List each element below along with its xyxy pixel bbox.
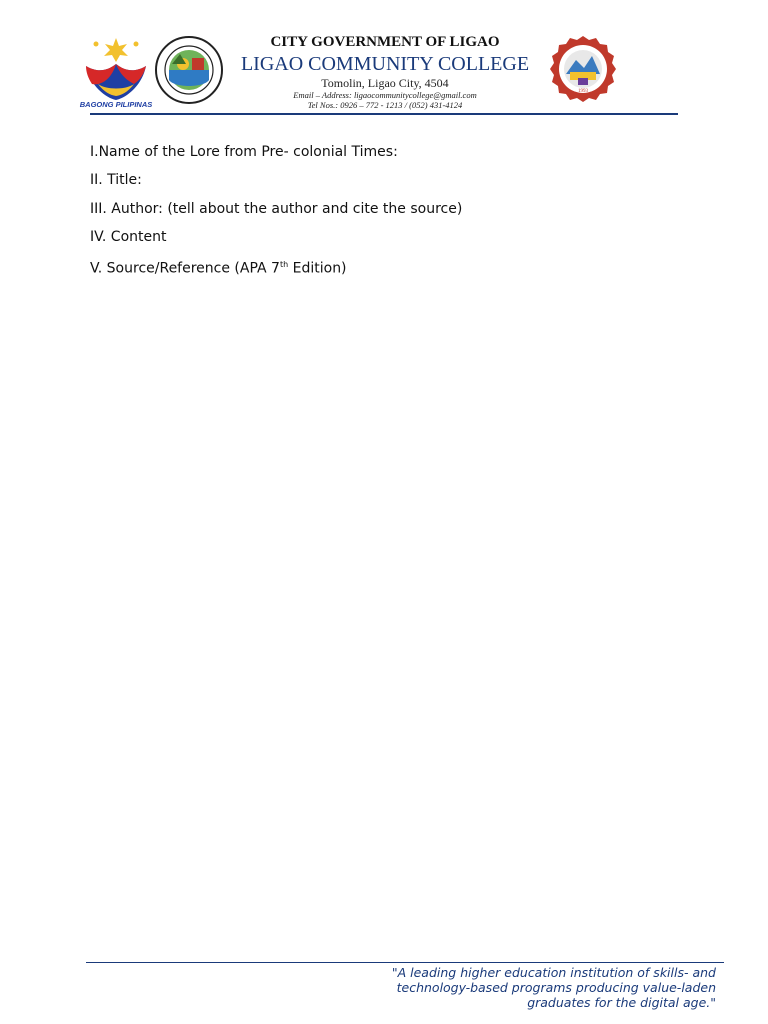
college-address: Tomolin, Ligao City, 4504 [321, 76, 449, 90]
quote-line-3: graduates for the digital age." [527, 995, 716, 1010]
bagong-pilipinas-logo [76, 32, 156, 110]
letterhead [0, 0, 768, 120]
superscript-th: th [279, 260, 289, 270]
city-official-seal [154, 34, 224, 106]
item-source-reference [90, 256, 462, 284]
college-telephone: Tel Nos.: 0926 – 772 - 1213 / (052) 431-4124 [307, 100, 463, 110]
college-seal [548, 34, 618, 106]
footer-vision-quote [296, 965, 716, 1010]
item-title: II. Title: [90, 172, 142, 189]
item-author: III. Author: (tell about the author and cite the source) [90, 200, 463, 217]
document-body [90, 143, 462, 284]
item-name-of-lore: I.Name of the Lore from Pre- colonial Times: [90, 144, 398, 160]
college-name: LIGAO COMMUNITY COLLEGE [240, 53, 530, 75]
college-seal-icon [548, 34, 618, 106]
college-seal-year: 1993 [578, 89, 588, 94]
city-government-title: CITY GOVERNMENT OF LIGAO [270, 34, 500, 50]
quote-line-2: technology-based programs producing value-laden [396, 980, 716, 995]
item-content: IV. Content [90, 228, 167, 245]
quote-line-1: "A leading higher education institution of skills- and [391, 965, 716, 980]
source-reference-text: V. Source/Reference (APA 7 [90, 260, 280, 277]
bagong-pilipinas-icon [76, 32, 156, 110]
footer-divider [86, 962, 724, 963]
logo-caption: BAGONG PILIPINAS [79, 100, 153, 109]
city-seal-icon [154, 34, 224, 106]
source-reference-edition: Edition) [288, 260, 347, 277]
college-email: Email – Address: ligaocommunitycollege@gmail.com [293, 90, 477, 100]
header-divider [90, 113, 678, 115]
